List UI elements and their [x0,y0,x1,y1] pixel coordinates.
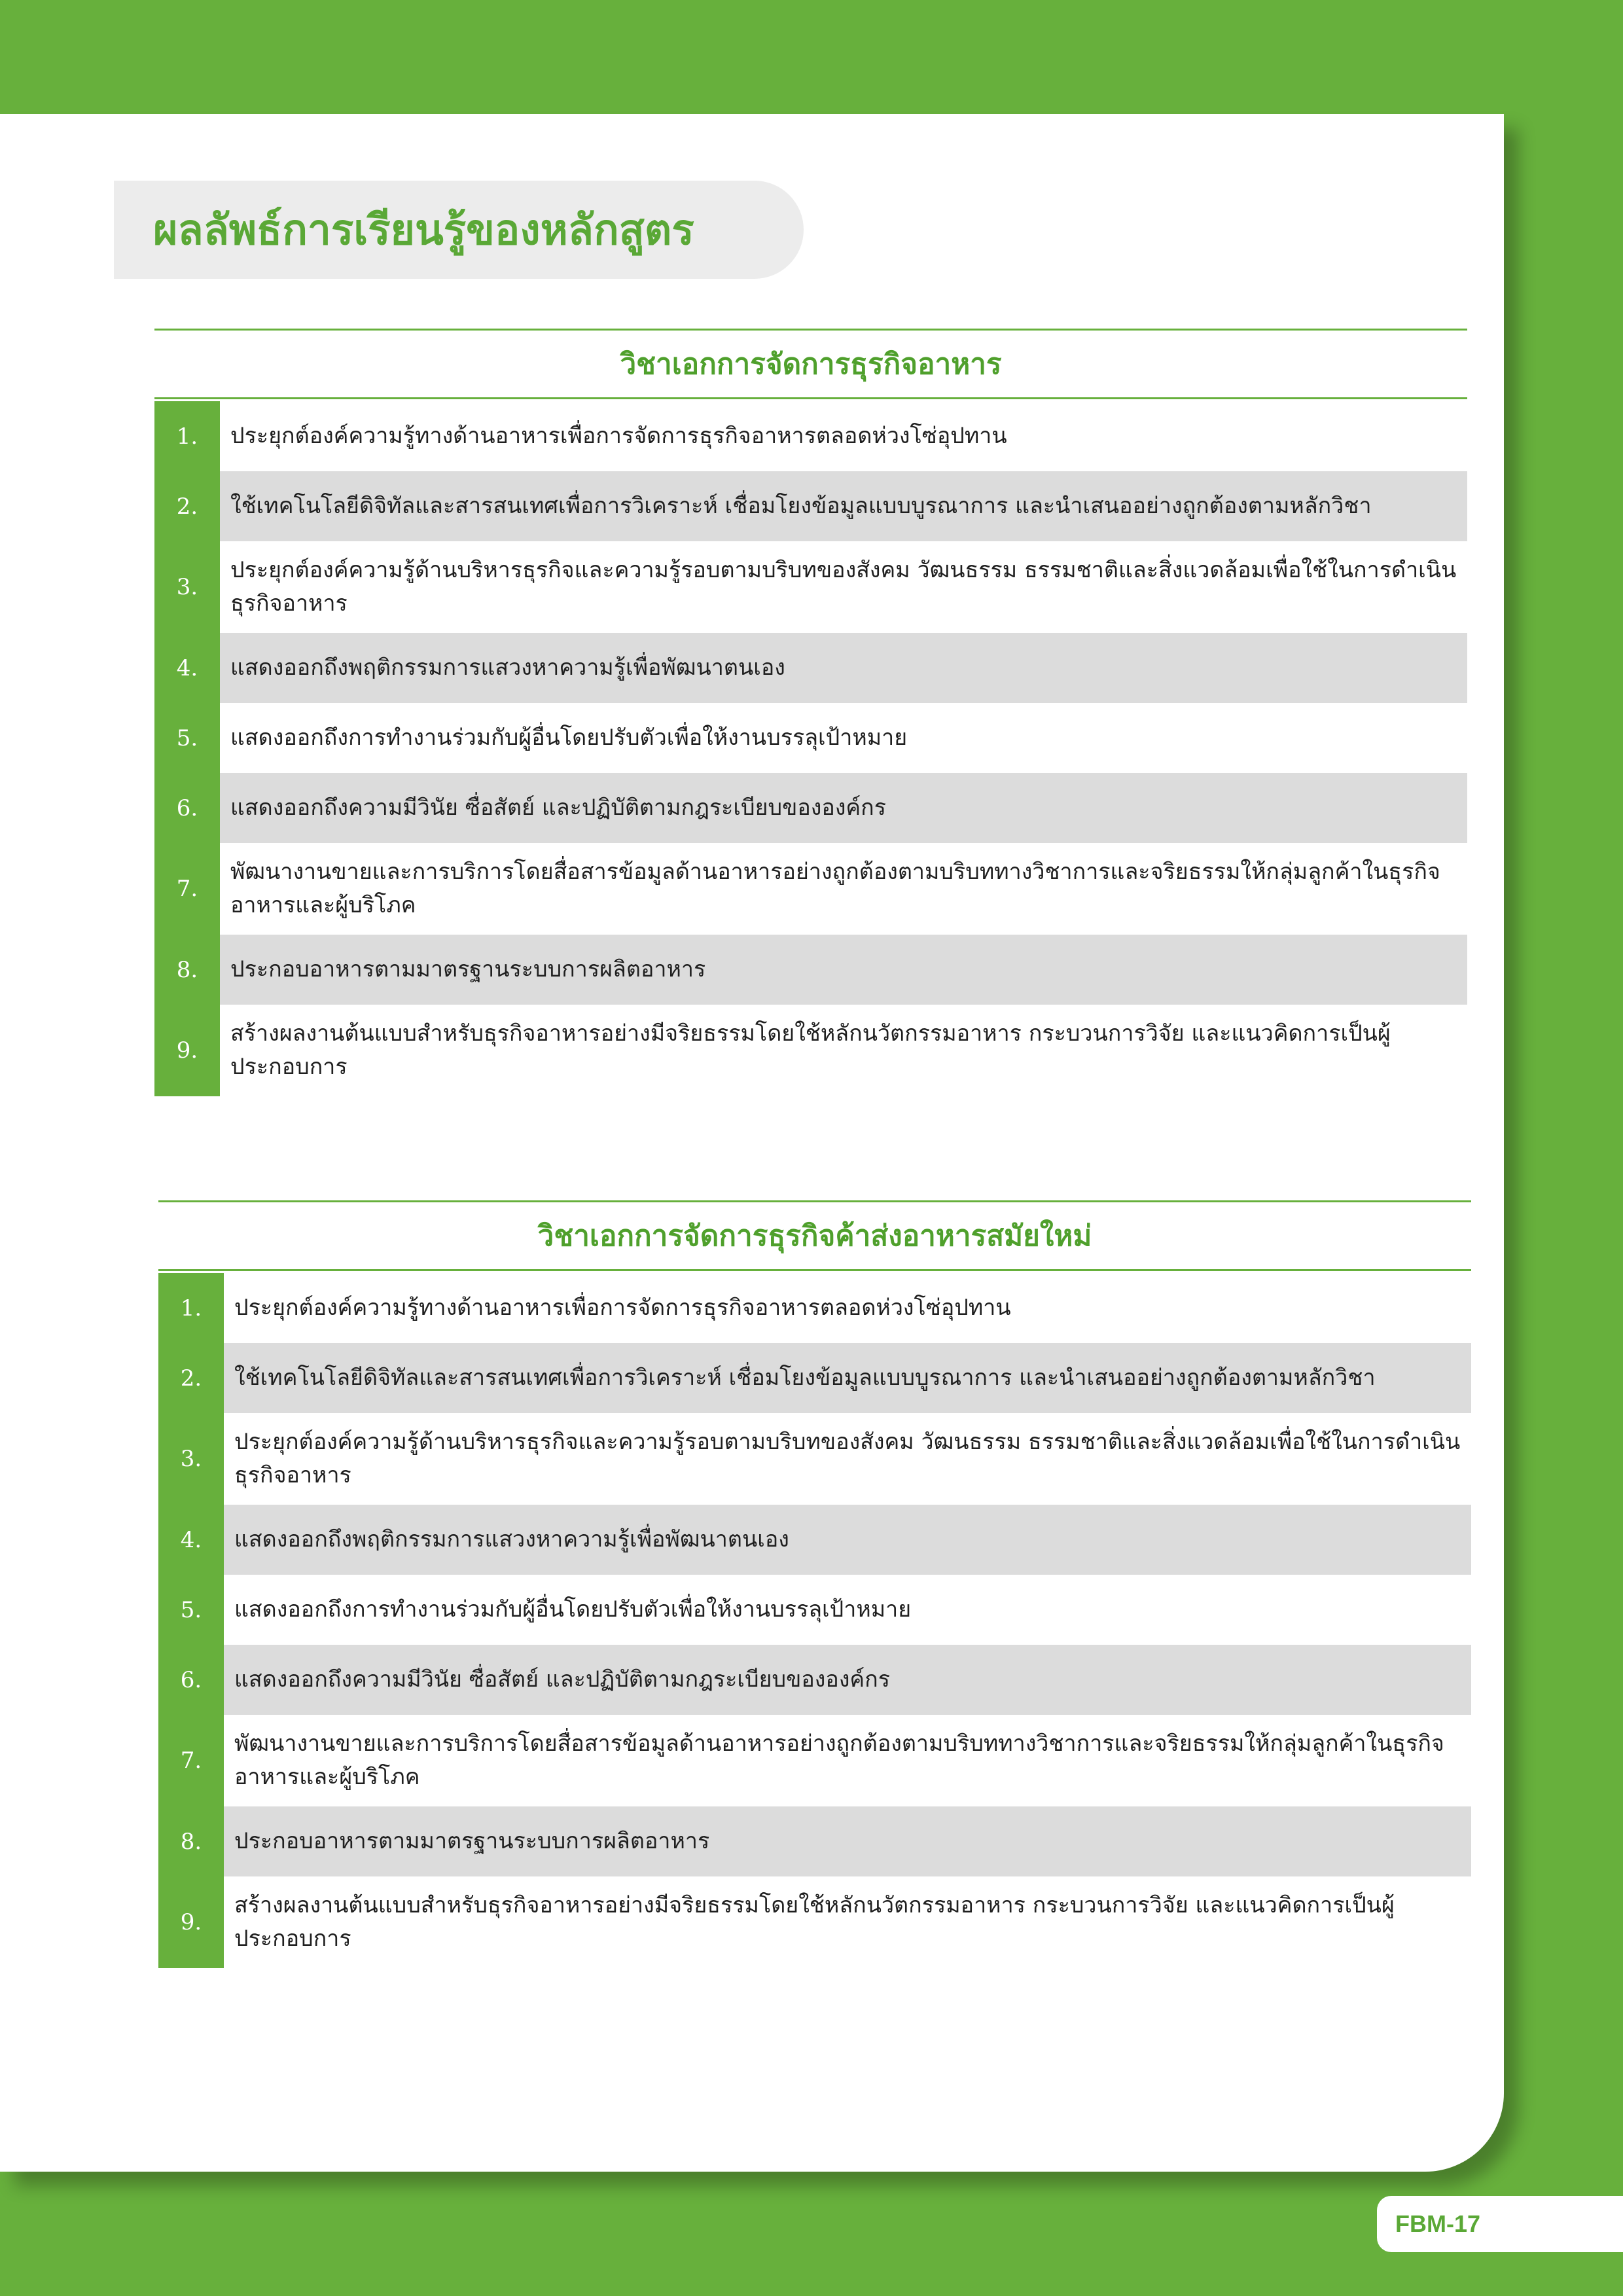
table-row [158,1645,1471,1715]
row-number: 2. [158,1343,224,1413]
row-text: พัฒนางานขายและการบริการโดยสื่อสารข้อมูลด้านอาหารอย่างถูกต้องตามบริบททางวิชาการและจริยธรรมให้กลุ่มลูกค้าในธุรกิจอาหารและผู้บริโภค [230,859,1440,918]
table-row [154,471,1467,541]
table-row [158,1273,1471,1343]
row-text: พัฒนางานขายและการบริการโดยสื่อสารข้อมูลด้านอาหารอย่างถูกต้องตามบริบททางวิชาการและจริยธรรมให้กลุ่มลูกค้าในธุรกิจอาหารและผู้บริโภค [234,1731,1444,1790]
table-row [158,1413,1471,1505]
outcomes-table [154,401,1467,1096]
row-number: 2. [154,471,220,541]
section-header [158,1200,1471,1271]
table-row [154,633,1467,703]
outcomes-table [158,1273,1471,1968]
row-text: ประยุกต์องค์ความรู้ทางด้านอาหารเพื่อการจัดการธุรกิจอาหารตลอดห่วงโซ่อุปทาน [234,1295,1011,1321]
row-text: ประยุกต์องค์ความรู้ด้านบริหารธุรกิจและความรู้รอบตามบริบทของสังคม วัฒนธรรม ธรรมชาติและสิ่งแวดล้อมเพื่อใช้ในการดำเนินธุรกิจอาหาร [234,1429,1461,1488]
page-number-tab [1377,2196,1623,2252]
table-row [154,401,1467,471]
page-sheet [0,114,1504,2172]
row-text: สร้างผลงานต้นแบบสำหรับธุรกิจอาหารอย่างมีจริยธรรมโดยใช้หลักนวัตกรรมอาหาร กระบวนการวิจัย และแนวคิดการเป็นผู้ประกอบการ [234,1892,1395,1952]
table-row [158,1806,1471,1876]
row-number: 1. [158,1273,224,1343]
table-row [154,541,1467,633]
row-number: 7. [154,843,220,935]
row-number: 6. [158,1645,224,1715]
table-row [154,703,1467,773]
table-row [158,1505,1471,1575]
row-number: 9. [154,1005,220,1096]
row-number: 8. [154,935,220,1005]
row-text: แสดงออกถึงความมีวินัย ซื่อสัตย์ และปฏิบัติตามกฎระเบียบขององค์กร [224,1645,1471,1715]
row-text: ประยุกต์องค์ความรู้ทางด้านอาหารเพื่อการจัดการธุรกิจอาหารตลอดห่วงโซ่อุปทาน [230,423,1007,449]
row-number: 4. [154,633,220,703]
section-heading: วิชาเอกการจัดการธุรกิจค้าส่งอาหารสมัยใหม่ [537,1219,1092,1253]
section-wholesale-food-business [158,1200,1471,1968]
row-number: 1. [154,401,220,471]
row-text: แสดงออกถึงความมีวินัย ซื่อสัตย์ และปฏิบัติตามกฎระเบียบขององค์กร [220,773,1467,843]
row-text: ประกอบอาหารตามมาตรฐานระบบการผลิตอาหาร [220,935,1467,1005]
page-title-banner [114,181,804,279]
row-text: ประยุกต์องค์ความรู้ด้านบริหารธุรกิจและความรู้รอบตามบริบทของสังคม วัฒนธรรม ธรรมชาติและสิ่งแวดล้อมเพื่อใช้ในการดำเนินธุรกิจอาหาร [230,557,1457,617]
row-text: ใช้เทคโนโลยีดิจิทัลและสารสนเทศเพื่อการวิเคราะห์ เชื่อมโยงข้อมูลแบบบูรณาการ และนำเสนออย่างถูกต้องตามหลักวิชา [224,1343,1471,1413]
page-title: ผลลัพธ์การเรียนรู้ของหลักสูตร [153,206,694,255]
row-number: 3. [158,1413,224,1505]
row-number: 6. [154,773,220,843]
table-row [154,935,1467,1005]
row-text: ประกอบอาหารตามมาตรฐานระบบการผลิตอาหาร [224,1806,1471,1876]
row-number: 4. [158,1505,224,1575]
table-row [154,843,1467,935]
table-row [158,1876,1471,1968]
table-row [154,773,1467,843]
row-text: สร้างผลงานต้นแบบสำหรับธุรกิจอาหารอย่างมีจริยธรรมโดยใช้หลักนวัตกรรมอาหาร กระบวนการวิจัย และแนวคิดการเป็นผู้ประกอบการ [230,1020,1391,1080]
page-number: FBM-17 [1395,2210,1481,2237]
row-number: 5. [158,1575,224,1645]
row-number: 9. [158,1876,224,1968]
section-header [154,329,1467,399]
row-number: 7. [158,1715,224,1806]
row-number: 8. [158,1806,224,1876]
row-text: แสดงออกถึงการทำงานร่วมกับผู้อื่นโดยปรับตัวเพื่อให้งานบรรลุเป้าหมาย [234,1596,912,1623]
row-text: ใช้เทคโนโลยีดิจิทัลและสารสนเทศเพื่อการวิเคราะห์ เชื่อมโยงข้อมูลแบบบูรณาการ และนำเสนออย่างถูกต้องตามหลักวิชา [220,471,1467,541]
row-text: แสดงออกถึงพฤติกรรมการแสวงหาความรู้เพื่อพัฒนาตนเอง [220,633,1467,703]
table-row [158,1715,1471,1806]
table-row [154,1005,1467,1096]
section-heading: วิชาเอกการจัดการธุรกิจอาหาร [620,348,1002,381]
row-text: แสดงออกถึงพฤติกรรมการแสวงหาความรู้เพื่อพัฒนาตนเอง [224,1505,1471,1575]
row-number: 5. [154,703,220,773]
section-food-business [154,329,1467,1096]
row-text: แสดงออกถึงการทำงานร่วมกับผู้อื่นโดยปรับตัวเพื่อให้งานบรรลุเป้าหมาย [230,725,908,751]
table-row [158,1343,1471,1413]
row-number: 3. [154,541,220,633]
table-row [158,1575,1471,1645]
